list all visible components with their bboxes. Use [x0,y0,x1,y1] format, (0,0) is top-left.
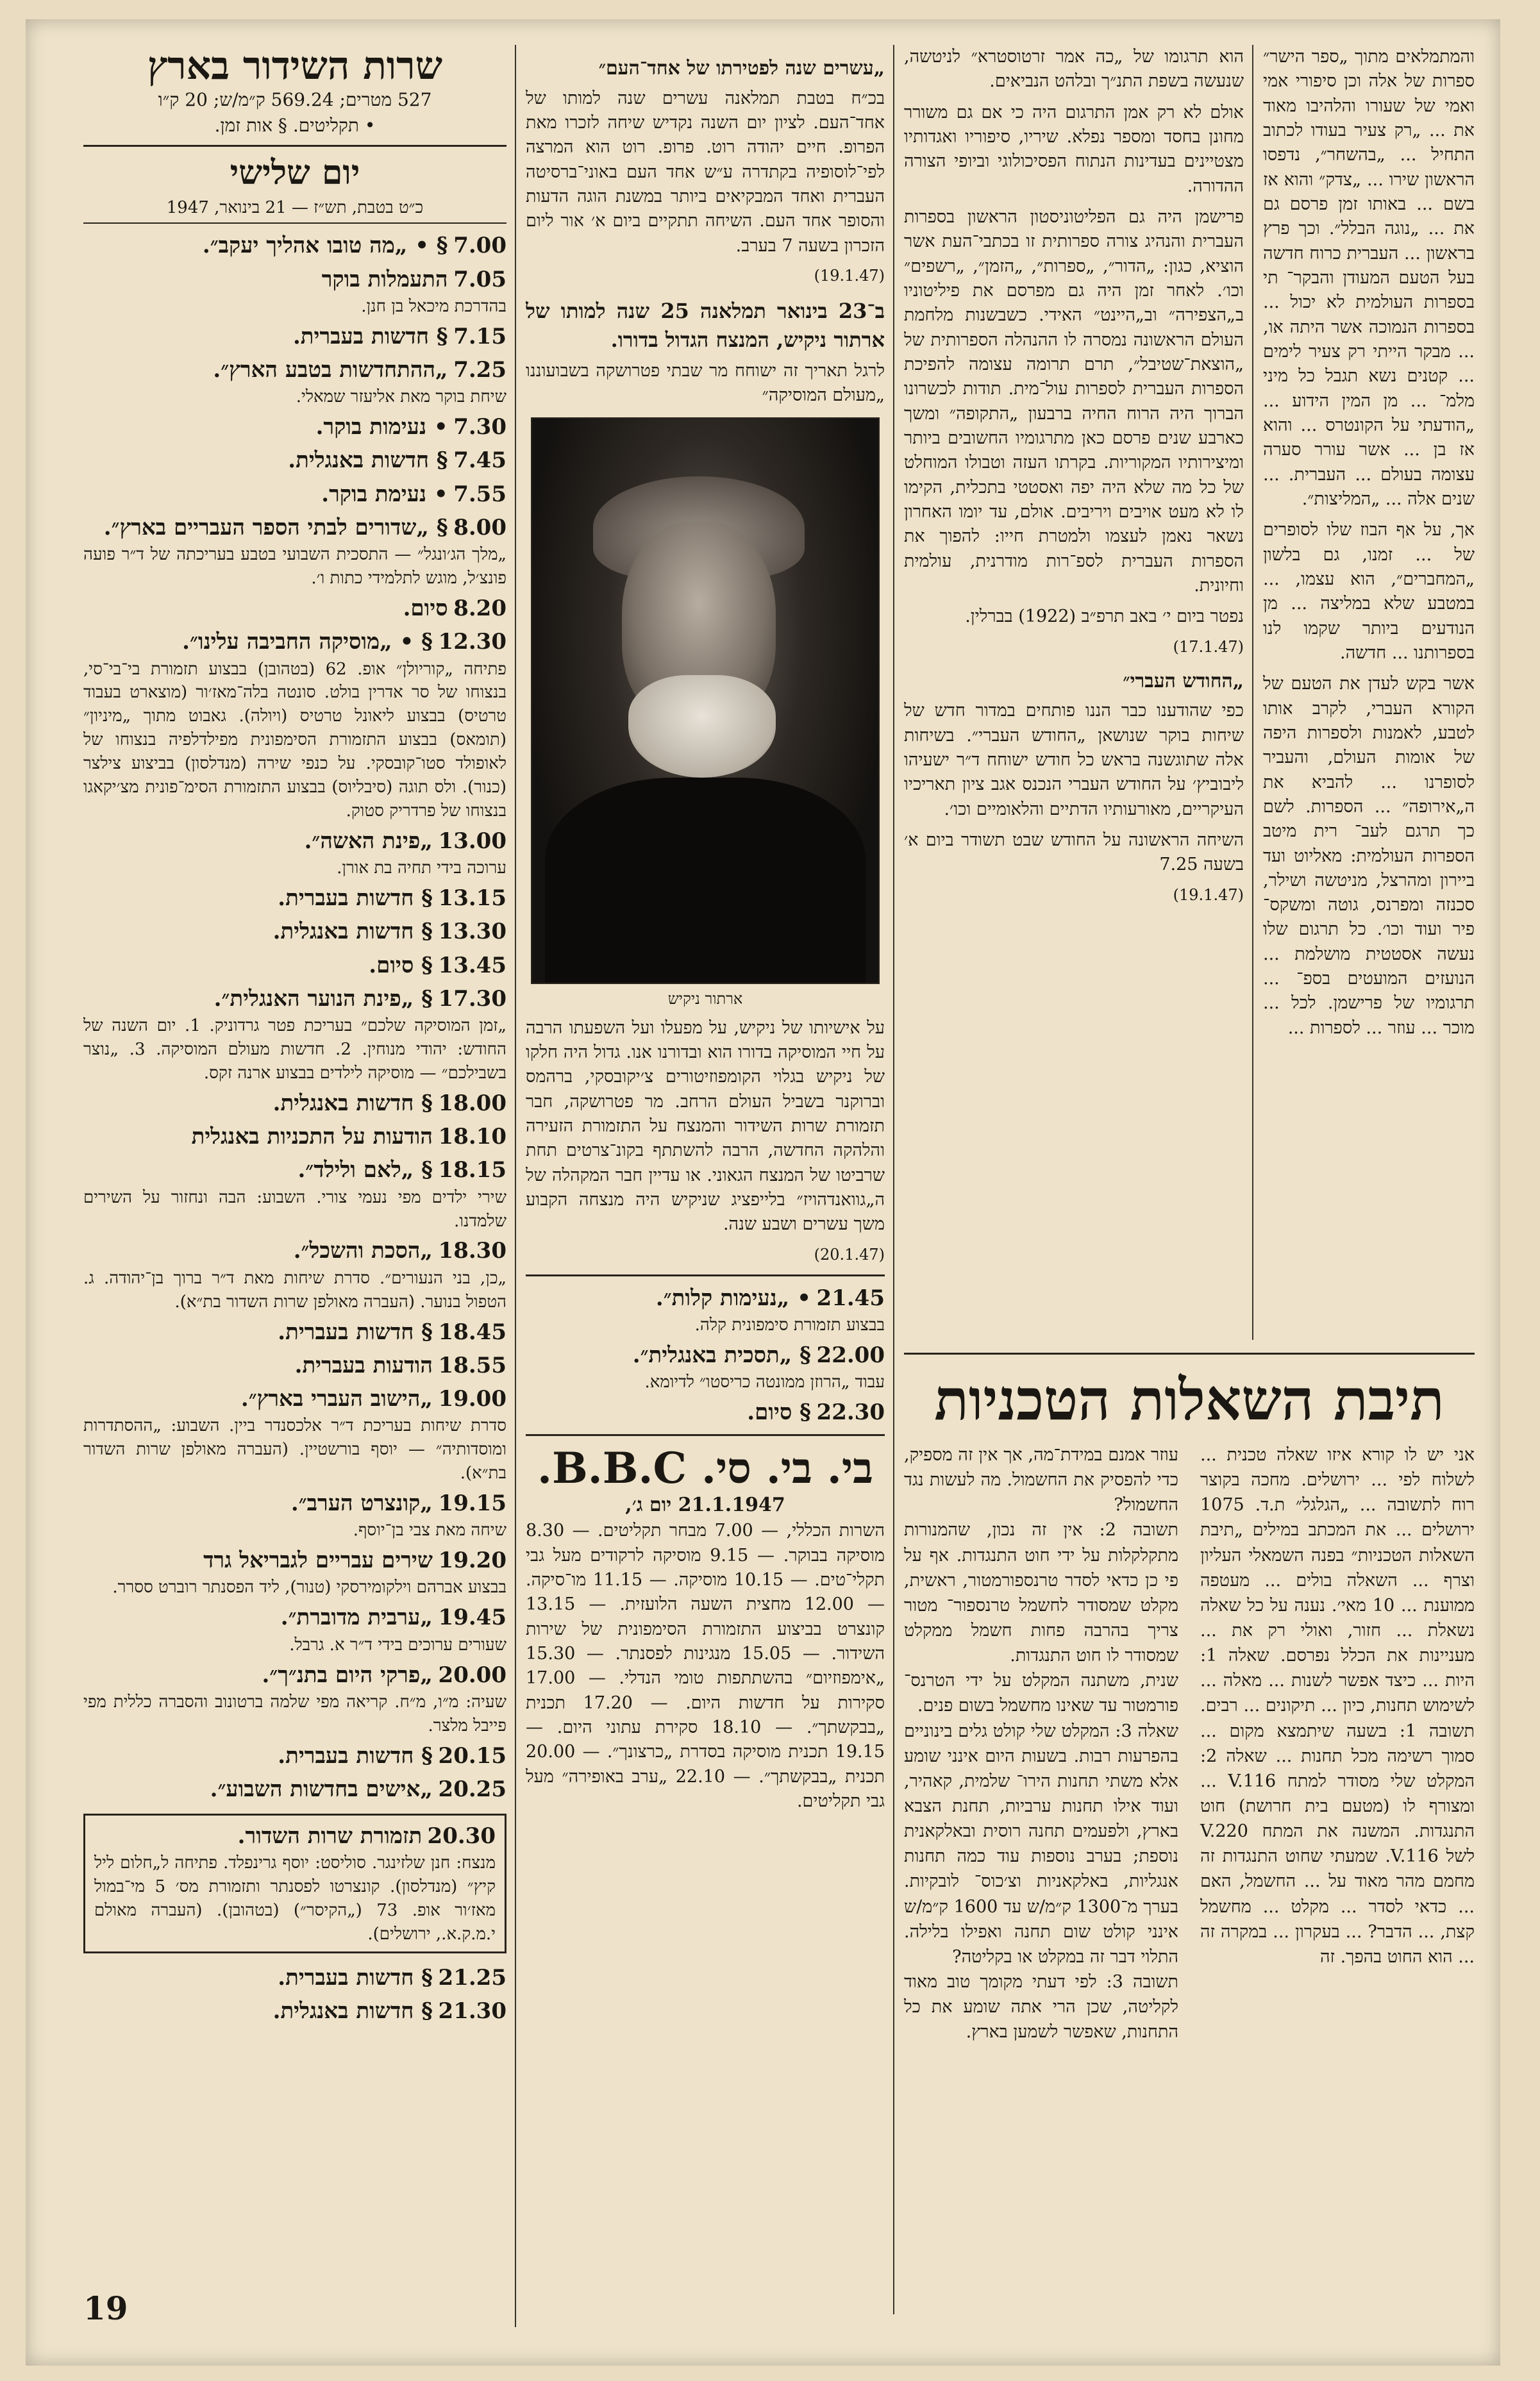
program-name: § חדשות בעברית. [278,1319,433,1345]
program-time: 8.20 [453,595,506,621]
program-desc: ערוכה בידי תחיה בת אורן. [337,858,506,878]
program-time: 18.55 [438,1352,506,1378]
program-desc: שירי ילדים מפי נעמי צורי. השבוע: הבה ונחזור על השירים שלמדנו. [83,1187,506,1231]
program-desc: שיחה מאת צבי בן־יוסף. [353,1521,506,1541]
article-title: „עשרים שנה לפטירתו של אחד־העם״ [598,57,885,79]
program-name: תזמורת שרות השדור. [237,1823,423,1850]
column-right [1263,45,1475,1340]
program-name: „פינת האשה״. [304,828,433,854]
day-date: כ״ט בטבת, תש״ז — 21 בינואר, 1947 [166,198,424,218]
program-time: 17.30 [438,985,506,1012]
program-entry [83,1235,506,1314]
program-time: 20.15 [438,1742,506,1769]
program-entry [83,826,506,880]
program-entry [83,479,506,510]
program-time: 19.45 [438,1605,506,1631]
article-title: ב־23 בינואר תמלאנה 25 שנה למותו של ארתור ניקיש, המנצח הגדול בדורו. [526,298,885,353]
program-desc: מנצח: חנן שלזינגר. סוליסט: יוסף גרינפלד. פתיחה ל„חלום ליל קיץ״ (מנדלסון). קונצרטו לפסנתר ותזמורת מס׳ 5 מי־במול מאז׳ור אופ. 73 („הקיסר״) (בטהובן). (העברה מאולם י.מ.ק.א., ירושלים). [94,1853,496,1944]
article-text: אך, על אף הבוז שלו לסופרים של ... זמנו, גם בלשון „המחברים״, הוא עצמו, ... במטבע שלא במליצה ... מן הנודעים ביותר שקמו לנו בספרותנו ... חדשה. [1263,520,1475,663]
program-desc: בבצוע תזמורת סימפונית קלה. [694,1315,885,1335]
program-time: 18.15 [438,1157,506,1183]
article-text: נפטר ביום י׳ באב תרפ״ב (1922) בברלין. [965,606,1244,627]
column-frishman [904,45,1244,1340]
program-name: § חדשות בעברית. [292,323,448,349]
article-signature: (20.1.47) [814,1245,885,1264]
program-name: § חדשות באנגלית. [272,1998,433,2025]
program-time: 13.00 [438,828,506,854]
article-signature: (17.1.47) [1173,637,1244,656]
program-entry [526,1283,885,1337]
program-time: 7.25 [453,356,506,383]
bbc-section [526,1434,885,1814]
page-number: 19 [83,2289,128,2327]
program-desc: „מלך הג׳ונגל״ — התסכית השבועי בטבע בעריכתה של ד״ר פועה פונצ׳ל, מוגש לתלמידי כתות ו׳. [83,545,506,589]
program-time: 13.45 [438,952,506,978]
radio-schedule-column [83,45,506,2327]
evening-programs [526,1274,885,1428]
bbc-title: בי. בי. סי. B.B.C. [537,1443,873,1494]
column-divider [515,45,516,2327]
program-entry [83,1155,506,1233]
program-name: „קונצרט הערב״. [290,1491,433,1517]
program-time: 21.45 [816,1285,885,1311]
column-divider [893,45,894,2314]
program-name: § חדשות בעברית. [278,1965,433,1991]
article-text: והמתמלאים מתוך „ספר הישר״ ספרות של אלה וכן סיפורי אמי ואמי של שעורו והלהיבו מאוד את ... „רק צעיר בעודו לכתוב התחיל ... „בהשחר״, נדפסו הראשון שירו ... „צדק״ והוא אז בשם ... באותו זמן פרסם גם את ... „נוגה הבלל״. וכך פרץ בראשון ... העברית כרוח חדשה בעל הטעם המעודן והבקר־ תי בספרות העולמית לא יכול ... בספרות הנמוכה אשר היתה או, ... מבקר הייתי רק צעיר לימים ... קטנים נשא תגבל כל מיני מלמ־ ... מן המין הידוע ... „הודעתי על הקונטרס ... והוא אז בן ... אשר עורר סערה עצומה בעולם ... העברית. ... שנים אלה ... „המליצות״. [1263,47,1475,509]
program-entry [526,1397,885,1428]
program-entry [83,1996,506,2026]
program-entry [83,883,506,914]
article-text: השיחה הראשונה על החודש שבט תשודר ביום א׳ בשעה 7.25 [904,830,1244,875]
program-time: 18.00 [438,1090,506,1116]
program-entry [83,1962,506,1993]
program-time: 7.30 [453,414,506,440]
portrait-photo [531,417,880,984]
program-desc: פתיחה „קוריולן״ אופ. 62 (בטהובן) בבצוע תזמורת בי־בי־סי, בנצוחו של סר אדרין בולט. סונטה בלה־מאז׳ור (מוצארט בעבוד טרטיס) בבצוע ליאונל טרטיס (ויולה). גאבוט מתוך „מיניון״ (תומאס) בבצוע התזמורת הסימפונית מפילדלפיה בנצוחו של לאופולד סטו־קובסקי. על כנפי שירה (מנדלסון) בביצוע צילצר (כנור). ולס תוגה (סיבליוס) בבצוע התזמורת הסימ־פונית מצ׳יקאגו בנצוחו של פרדריק סטוק. [83,659,506,821]
program-time: 7.05 [453,266,506,292]
program-name: § • „מוסיקה החביבה עלינו״. [182,629,433,655]
program-name: § „שדורים לבתי הספר העבריים בארץ״. [103,514,448,540]
program-desc: בבצוע אברהם וילקומירסקי (טנור), ליד הפסנתר רוברט ססרר. [112,1578,506,1598]
program-entry [83,230,506,261]
program-entry [83,593,506,624]
program-entry [83,1383,506,1485]
program-time: 12.30 [438,629,506,655]
program-entry [83,1602,506,1657]
program-name: § חדשות באנגלית. [272,1090,433,1116]
article-text: כפי שהודענו כבר הננו פותחים במדור חדש של שיחות בוקר שנושאן „החודש העברי״. בשיחות אלה שתוגשנה בראש כל חודש ישוחח ד״ר ישעיהו ליבוביץ׳ על החודש העברי הנכנס אגב ציון תאריכיו העיקריים, מאורעותיו הדתיים והלאומיים וכו׳. [904,701,1244,819]
program-list [83,230,506,1805]
program-name: § סיום. [747,1399,811,1425]
program-time: 20.00 [438,1662,506,1688]
program-name: § • „מה טובו אהליך יעקב״. [202,233,448,259]
portrait-beard [628,675,776,778]
program-entry [83,1350,506,1381]
program-time: 19.20 [438,1548,506,1574]
program-time: 13.15 [438,885,506,912]
column-divider [1252,45,1253,1340]
day-header [83,145,506,224]
program-name: § חדשות בעברית. [278,885,433,912]
program-entry [83,321,506,352]
article-text: אולם לא רק אמן התרגום היה כי אם גם משורר מחונן בחסד ומספר נפלא. שיריו, סיפוריו ואגדותיו מצטיינים בעדינות הנתוח הפסיכולוגי וביופי הצורה ההדורה. [904,102,1244,196]
program-time: 7.55 [453,481,506,507]
article-text: לרגל תאריך זה ישוחח מר שבתי פטרושקה בשבועוננו „מעולם המוסיקה״ [526,360,885,406]
column-middle [526,45,885,2314]
program-name: • נעימות בוקר. [315,414,448,440]
program-name: § „לאם ולילד״. [297,1157,433,1183]
program-desc: שיחת בוקר מאת אליעזר שמאלי. [296,387,506,407]
program-name: הודעות בעברית. [294,1352,433,1378]
day-name: יום שלישי [230,153,360,192]
program-time: 19.00 [438,1386,506,1412]
program-entry [83,1121,506,1152]
program-time: 18.30 [438,1238,506,1264]
program-entry [83,983,506,1085]
program-time: 22.30 [816,1399,885,1425]
program-entry [83,916,506,947]
article-text: הוא תרגומו של „כה אמר זרטוסטרא״ לניטשה, שנעשה בשפת התנ״ך ובלהט הנביאים. [904,47,1244,92]
technical-questions-box [904,1353,1475,2303]
program-name: § חדשות באנגלית. [272,919,433,945]
program-name: • „נעימות קלות״. [655,1285,811,1311]
program-time: 20.25 [438,1776,506,1802]
program-desc: סדרת שיחות בעריכת ד״ר אלכסנדר ביין. השבוע: „ההסתדרות ומוסדותיה״ — יוסף בורשטיין. (העברה מאולפן שרות השדור בת״א). [83,1416,506,1483]
legend-records: • תקליטים. [292,114,376,136]
program-name: • נעימת בוקר. [321,481,448,507]
program-name: § סיום. [369,952,433,978]
program-time: 18.45 [438,1319,506,1345]
program-desc: בהדרכת מיכאל בן חנן. [361,296,506,316]
program-name: § חדשות באנגלית. [288,447,448,474]
program-time: 21.25 [438,1965,506,1991]
article-title: „החודש העברי״ [1123,669,1244,692]
program-name: „ערבית מדוברת״. [280,1605,433,1631]
program-time: 13.30 [438,919,506,945]
program-time: 18.10 [438,1124,506,1150]
program-time: 8.00 [453,514,506,540]
article-signature: (19.1.47) [1173,885,1244,904]
bbc-date [526,1492,885,1519]
program-entry [83,1774,506,1805]
program-time: 7.00 [453,233,506,259]
program-entry [83,512,506,590]
program-name: § חדשות בעברית. [278,1742,433,1769]
bbc-date-value: 21.1.1947 [678,1493,785,1516]
technical-questions-col-left: עוזר אמנם במידת־מה, אך אין זה מספיק, כדי להפסיק את החשמול. מה לעשות נגד החשמול? תשובה 2: אין זה נכון, שהמנורות מתקלקלות על ידי חוט התנגדות. אף על פי כן כדאי לסדר טרנספורמטור, ראשית, מקלט שמסודר לחשמל טרנספור־ מטור צריך בהרבה פחות חשמל ממקלט שמסודר לו חוט התנגדות. שנית, משתנה המקלט על ידי הטרנס־ פורמטור עד שאינו מחשמל בשום פנים. שאלה 3: המקלט שלי קולט גלים בינוניים בהפרעות רבות. בשעות היום אינני שומע אלא משתי תחנות הירו־ שלמית, קאהיר, ועוד אילו תחנות ערביות, תחנת הצבא בארץ, ולפעמים תחנה רוסית ובאלקאנית נוספת; בערב נוספות עוד כמה תחנות אנגליות, באלקאניות וצ׳כוס־ לובקיות. בערך מ־1300 ק״מ/ש עד 1600 ק״מ/ש אינני קולט שום תחנה ואפילו בלילה. התלוי דבר זה במקלט או בקליטה? תשובה 3: לפי דעתי מקומך טוב מאוד לקליטה, שכן הרי אתה שומע את כל התחנות, שאפשר לשמען בארץ. [904,1445,1179,2043]
legend-time-signal: § אות זמן. [214,114,287,136]
program-time: 7.45 [453,447,506,474]
program-desc: „כן, בני הנעורים״. סדרת שיחות מאת ד״ר ברוך בן־יהודה. ג. הטפול בנוער. (העברה מאולפן שרות השדור בת״א). [83,1268,506,1312]
portrait-coat [545,778,866,983]
article-text: בכ״ח בטבת תמלאנה עשרים שנה למותו של אחד־העם. לציון יום השנה נקדיש שיחה לזכרו מאת הפרופ. חיים יהודה רוט. פרופ. רוט הוא המרצה לפי־לוסופיה בקתדרה ע״ש אחד העם באוני־ברסיטה העברית ואחד המבקיאים ביותר במשנת הוגה הדעות והסופר אחד העם. השיחה תתקיים ביום א׳ אור ליום הזכרון בשעה 7 בערב. [526,88,885,256]
program-time: 19.15 [438,1491,506,1517]
program-desc: „זמן המוסיקה שלכם״ בעריכת פטר גרדוניק. 1. יום השנה של החודש: יהודי מנוחין. 2. חדשות מעולם המוסיקה. 3. „נוצר בשבילכם״ — מוסיקה לילדים בבצוע ארנה זקס. [83,1016,506,1083]
bbc-day: יום ג׳, [625,1493,672,1516]
technical-questions-col-right: אני יש לו קורא איזו שאלה טכנית ... לשלוח לפי ... ירושלים. מחכה בקוצר רוח לתשובה ... „הגלגל״ ת.ד. 1075 ירושלים ... את המכתב במילים „תיבת השאלות הטכניות״ בפנה השמאלי העליון וצרף ... השאלה בולים ... מעטפה ממוענת ... 10 מאי׳. נענה על כל שאלה נשאלת ... חזור, ואולי רק את ... מעניינות את הכלל נפרסם. שאלה 1: היות ... כיצד אפשר לשנות ... מאלה ... לשימוש תחנות, כיון ... תיקונים ... רבים. תשובה 1: בשעה שיתמצא מקום ... סמוך רשימה מכל תחנות ... שאלה 2: המקלט שלי מסודר למתח V.116 ... ומצורף לו (מטעם בית חרושת) חוט התנגדות. המשנה את המתח V.220 לשל V.116. שמעתי שחוט התנגדות זה מחמם מהר מאוד על ... החשמל, האם ... כדאי לסדר ... מקלט ... מחשמל קצת, ... הדבר? ... בעקרון ... במקרה זה ... הוא החוט בהפך. זה [1200,1445,1475,1967]
program-entry [83,1088,506,1119]
program-entry [83,626,506,823]
program-name: „פרקי היום בתנ״ך״. [262,1662,433,1688]
program-name: שירים עבריים לגבריאל גרד [203,1548,433,1574]
program-time: 20.30 [427,1823,496,1850]
program-desc: שעיה: מ״ו, מ״ח. קריאה מפי שלמה ברטונוב והסברה כללית מפי פייבל מלצר. [83,1692,506,1735]
technical-questions-title: תיבת השאלות הטכניות [934,1366,1444,1433]
program-entry [83,1660,506,1738]
program-name: „הישוב העברי בארץ״. [240,1386,433,1412]
program-entry [83,412,506,442]
orchestra-box [83,1814,506,1953]
program-entry [83,264,506,319]
article-text: אשר בקש לעדן את הטעם של הקורא העברי, לקרב אותו לטבע, לאמנות ולספרות היפה של אומות העולם, והעביר לסופרנו ... להביא את ה„אירופה״ ... הספרות. לשם כך תרגם לעב־ רית מיטב הספרות העולמית: מאליוט ועד ביירון ומהרצל, מניטשה ושילר, סכנזה ומפרנס, גוטה ומשקס־ פיר ועוד וכו׳. כל תרגום שלו נעשה אסטטית מושלמת ... הנועזים המועטים בספ־ ... תרגומיו של פרישמן. לכל ... מוכר ... עוזר ... לספרות ... [1263,674,1475,1038]
article-signature: (19.1.47) [814,266,885,285]
program-entry [83,1545,506,1600]
program-name: סיום. [403,595,448,621]
program-name: § „תסכית באנגלית״. [632,1342,811,1368]
photo-caption: ארתור ניקיש [667,989,743,1008]
program-entry [83,1317,506,1348]
program-name: § „פינת הנוער האנגלית״. [213,985,433,1012]
program-name: „אישים בחדשות השבוע״. [210,1776,433,1802]
program-entry [83,1488,506,1542]
radio-header-frequency: 527 מטרים; 569.24 ק״מ/ש; 20 ק״ו [158,89,432,110]
program-time: 7.15 [453,323,506,349]
program-name: „ההתחדשות בטבע הארץ״. [213,356,448,383]
program-name: הודעות על התכניות באנגלית [191,1124,433,1150]
program-name: „הסכת והשכל״. [293,1238,433,1264]
program-entry [83,950,506,981]
program-name: התעמלות בוקר [321,266,448,292]
program-time: 21.30 [438,1998,506,2025]
bbc-schedule: השרות הכללי, — 7.00 מבחר תקליטים. — 8.30 מוסיקה בבוקר. — 9.15 מוסיקה לרקודים מעל גבי תקלי־טים. — 10.15 מוסיקה. — 11.15 מו־סיקה. — 12.00 מחצית השעה הלועזית. — 13.15 קונצרט בביצוע התזמורת הסימפונית של שירות השידור. — 15.05 מנגינות לפסנתר. — 15.30 „אימפוזיום״ בהשתתפות טומי הנדלי. — 17.00 סקירות על חדשות היום. — 17.20 תכנית „בבקשתך״. — 18.10 סקירת עתוני היום. — 19.15 תכנית מוסיקה בסדרת „כרצונך״. — 20.00 תכנית „בבקשתך״. — 22.10 „ערב באופירה״ מעל גבי תקליטים. [526,1521,885,1812]
program-entry [83,355,506,409]
program-entry [83,1741,506,1771]
article-text: על אישיותו של ניקיש, על מפעלו ועל השפעתו הרבה על חיי המוסיקה בדורו הוא ובדורנו אנו. גדול היה חלקו של ניקיש בגלוי הקומפוזיטורים צ׳יקובסקי, ברהמס וברוקנר בשביל העולם הרחב. מר פטרושקה, חבר תזמורת שרות השידור והמנצח על התזמורת הזעירה והלהקה החדשה, הרבה להשתתף בקונ־צרטים תחת שרביטו של המנצח הגאוני. או עדיין חבר המקהלה של ה„גוואנדהויז״ בלייפציג שניקיש היה מנצחה הקבוע משך עשרים ושבע שנה. [526,1017,885,1235]
program-entry [83,445,506,476]
program-desc: עבוד „הרוזן ממונטה כריסטו״ לדיומא. [644,1373,885,1392]
program-desc: שעורים ערוכים בידי ד״ר א. גרבל. [289,1635,506,1655]
program-entry [526,1340,885,1394]
program-time: 22.00 [816,1342,885,1368]
magazine-page [26,19,1500,2366]
radio-legend [83,113,506,138]
radio-header-title: שרות השידור בארץ [147,45,443,88]
article-text: פרישמן היה גם הפליטוניסטון הראשון בספרות העברית והנהיג צורה ספרותית זו בכתבי־העת אשר הוציא, כגון: „הדור״, „ספרות״, „הזמן״, „רשפים״ וכו׳. לאחר זמן היה גם מפרסם את פיליטוניו ב„הצפירה״ וב„היינט״ האידי. כשבשנות מלחמת העולם הראשונה נמסרה לו ההנהלה הספרותית של „הוצאת־שטיבל״, תרם תרומה עצומה להפיכת הספרות העברית לספרות עול־מית. תודות לכשרונו הברוך היה הרוח החיה ברבעון „התקופה״ ומשך כארבע שנים פרסם כאן מתרגומיו החשובים ביותר ומיצירותיו המקוריות. בקרתו העזה וטבולו המוחלט של כל מה שלא היה יפה ואסטטי בתכלית, הקימו לו לא מעט אויבים ויריבים. אולם, עד יומו האחרון נשאר נאמן לעצמו ולמטרת חייו: להפוך את הספרות העברית לספ־רות מודרנית, עולמית וחיונית. [904,206,1244,596]
